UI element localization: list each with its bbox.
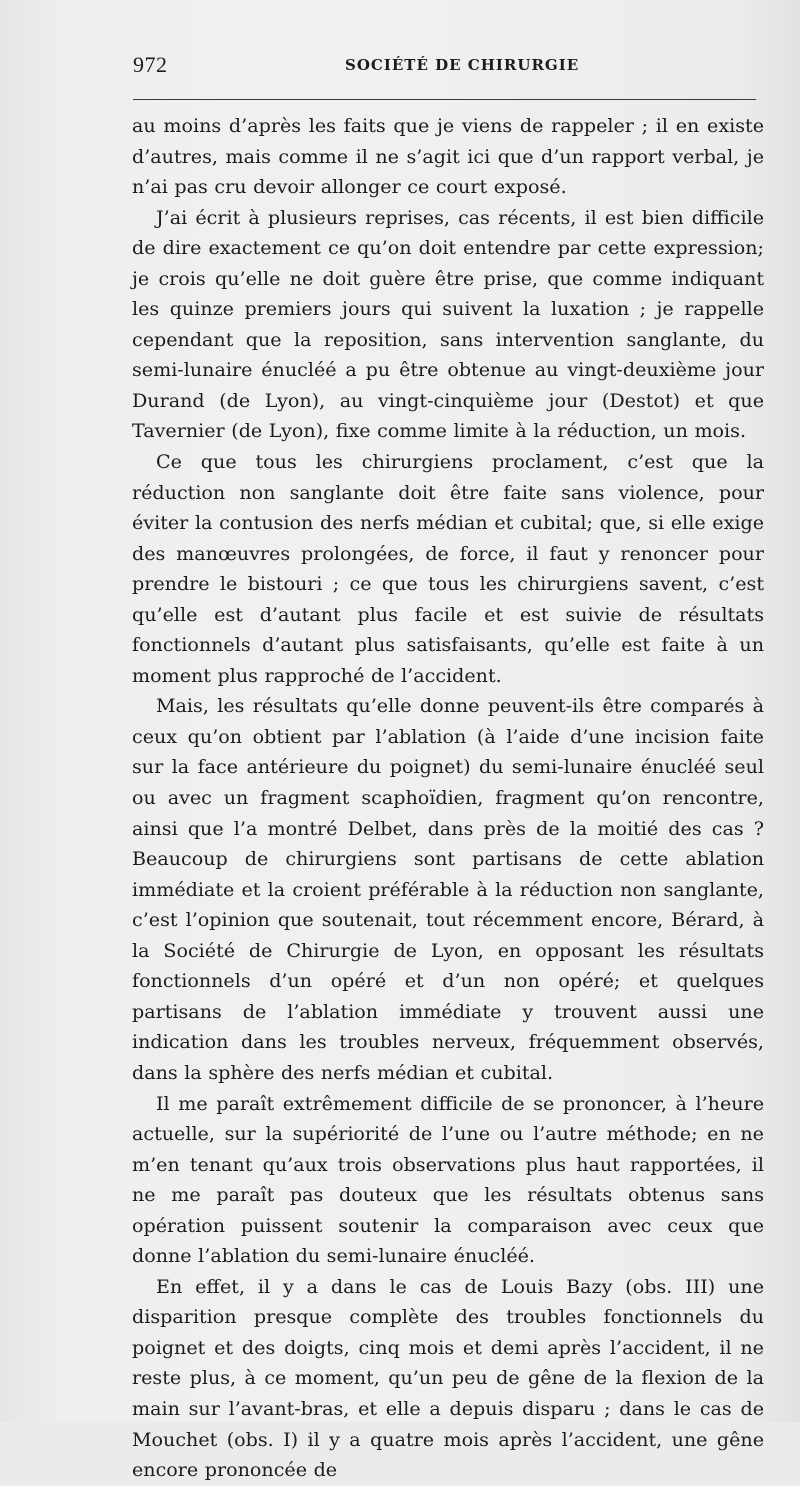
paragraph: Mais, les résultats qu’elle donne peuvent-ils être comparés à ceux qu’on obtient par l’ablation (à l’aide d’une incision faite sur la face antérieure du poignet) du semi-lunaire énucléé seul ou avec un fragment scaphoïdien, fragment qu’on rencontre, ainsi que l’a montré Delbet, dans près de la moitié des cas ? Beaucoup de chirurgiens sont partisans de cette ablation immédiate et la croient préférable à la réduction non sanglante, c’est l’opinion que soutenait, tout récemment encore, Bérard, à la Société de Chirurgie de Lyon, en opposant les résultats fonctionnels d’un opéré et d’un non opéré; et quelques partisans de l’ablation immédiate y trouvent aussi une indication dans les troubles nerveux, fréquemment observés, dans la sphère des nerfs médian et cubital. <box>132 694 764 1084</box>
paragraph: Il me paraît extrêmement difficile de se prononcer, à l’heure actuelle, sur la supériorité de l’une ou l’autre méthode; en ne m’en tenant qu’aux trois observations plus haut rapportées, il ne me paraît pas douteux que les résultats obtenus sans opération puissent soutenir la comparaison avec ceux que donne l’ablation du semi-lunaire énucléé. <box>132 1091 764 1268</box>
paragraph: au moins d’après les faits que je viens de rappeler ; il en existe d’autres, mais comme il ne s’agit ici que d’un rapport verbal, je n’ai pas cru devoir allonger ce court exposé. <box>132 114 764 199</box>
running-title: SOCIÉTÉ DE CHIRURGIE <box>345 56 580 74</box>
paragraph: Ce que tous les chirurgiens proclament, c’est que la réduction non sanglante doit être faite sans violence, pour éviter la contusion des nerfs médian et cubital; que, si elle exige des manœuvres prolongées, de force, il faut y renoncer pour prendre le bistouri ; ce que tous les chirurgiens savent, c’est qu’elle est d’autant plus facile et est suivie de résultats fonctionnels d’autant plus satisfaisants, qu’elle est faite à un moment plus rapproché de l’accident. <box>132 450 764 687</box>
header-rule <box>133 99 756 100</box>
page-number: 972 <box>133 52 168 77</box>
paragraph: J’ai écrit à plusieurs reprises, cas récents, il est bien difficile de dire exactement ce qu’on doit entendre par cette expression; je crois qu’elle ne doit guère être prise, que comme indiquant les quinze premiers jours qui suivent la luxation ; je rappelle cependant que la reposition, sans intervention sanglante, du semi-lunaire énucléé a pu être obtenue au vingt-deuxième jour Durand (de Lyon), au vingt-cinquième jour (Destot) et que Tavernier (de Lyon), fixe comme limite à la réduction, un mois. <box>132 205 764 443</box>
page-header <box>133 52 758 82</box>
body-text <box>132 111 764 1486</box>
paragraph: En effet, il y a dans le cas de Louis Bazy (obs. III) une disparition presque complète des troubles fonctionnels du poignet et des doigts, cinq mois et demi après l’accident, il ne reste plus, à ce moment, qu’un peu de gêne de la flexion de la main sur l’avant-bras, et elle a depuis disparu ; dans le cas de Mouchet (obs. I) il y a quatre mois après l’accident, une gêne encore prononcée de <box>132 1274 764 1482</box>
